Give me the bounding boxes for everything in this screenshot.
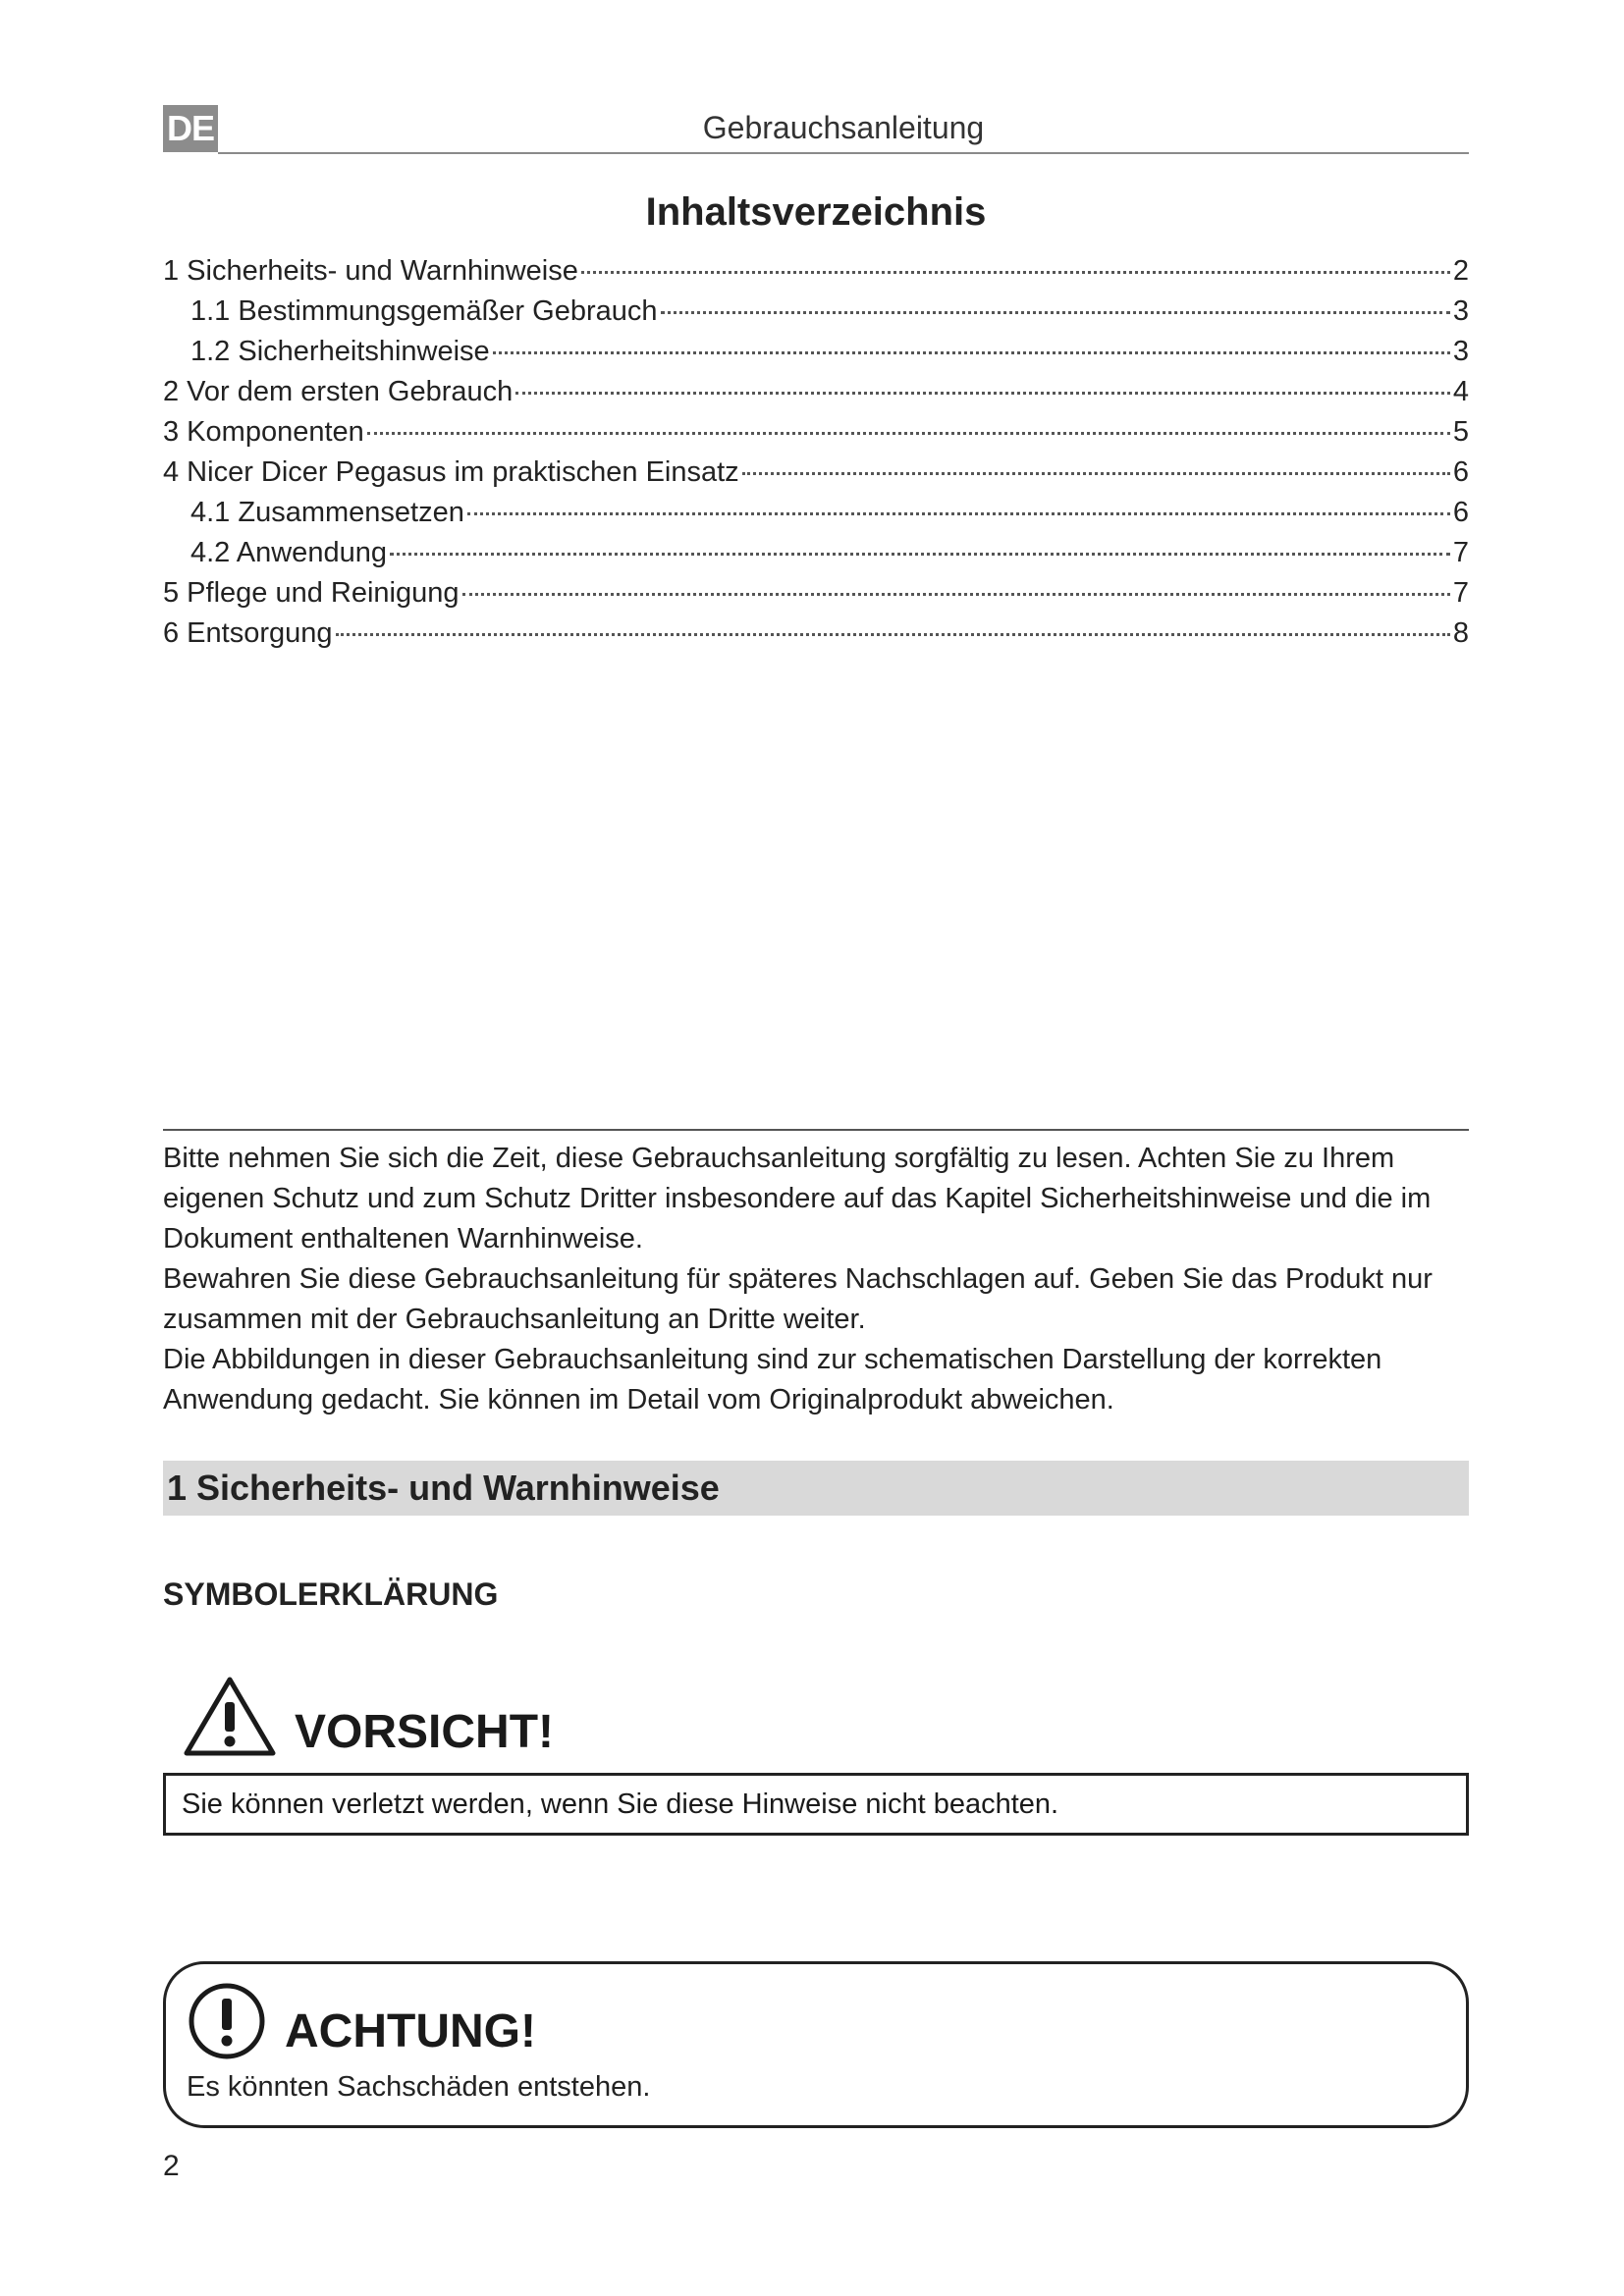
toc-entry-text: 1.1 Bestimmungsgemäßer Gebrauch — [190, 295, 658, 327]
toc-entry-page: 8 — [1452, 617, 1469, 649]
toc-entry[interactable] — [163, 456, 1469, 497]
toc-entry-page: 4 — [1452, 376, 1469, 407]
toc-entry-page: 6 — [1452, 497, 1469, 528]
toc-leader-dots — [336, 633, 1450, 636]
toc-entry-text: 3 Komponenten — [163, 416, 364, 448]
toc-entry-text: 4 Nicer Dicer Pegasus im praktischen Einsatz — [163, 456, 739, 488]
toc-entry-text: 4.1 Zusammensetzen — [190, 497, 464, 528]
intro-paragraph: Bitte nehmen Sie sich die Zeit, diese Gebrauchsanleitung sorgfältig zu lesen. Achten Sie zu Ihrem eigenen Schutz und zum Schutz Dritter insbesondere auf das Kapitel Sicherheitshinweise und die im Dokument enthaltenen Warnhinweise. — [163, 1143, 1432, 1255]
toc-entry[interactable] — [163, 295, 1469, 336]
page-number: 2 — [163, 2150, 180, 2182]
attention-heading — [187, 1981, 536, 2061]
toc-title: Inhaltsverzeichnis — [645, 190, 987, 234]
toc-entry[interactable] — [163, 497, 1469, 537]
toc-entry[interactable] — [163, 577, 1469, 617]
toc-entry-text: 4.2 Anwendung — [190, 537, 387, 568]
intro-paragraph: Die Abbildungen in dieser Gebrauchsanleitung sind zur schematischen Darstellung der korrekten Anwendung gedacht. Sie können im Detail vom Originalprodukt abweichen. — [163, 1344, 1382, 1415]
header-divider — [218, 152, 1469, 154]
toc-entry[interactable] — [163, 617, 1469, 658]
intro-divider — [163, 1129, 1469, 1131]
toc-entry-text: 1.2 Sicherheitshinweise — [190, 336, 490, 367]
symbol-explanation-heading: SYMBOLERKLÄRUNG — [163, 1576, 499, 1612]
toc-leader-dots — [467, 512, 1450, 515]
section-heading — [163, 1461, 1469, 1516]
caution-box — [163, 1773, 1469, 1836]
toc-leader-dots — [462, 593, 1450, 596]
toc-leader-dots — [390, 553, 1450, 556]
toc-entry[interactable] — [163, 255, 1469, 295]
caution-heading — [183, 1669, 554, 1759]
toc-leader-dots — [493, 351, 1450, 354]
toc-entry[interactable] — [163, 376, 1469, 416]
toc-leader-dots — [367, 432, 1450, 435]
language-badge: DE — [163, 105, 218, 152]
caution-text: Sie können verletzt werden, wenn Sie diese Hinweise nicht beachten. — [182, 1788, 1059, 1820]
toc-entry-text: 6 Entsorgung — [163, 617, 333, 649]
toc-entry[interactable] — [163, 416, 1469, 456]
attention-text: Es könnten Sachschäden entstehen. — [187, 2071, 651, 2103]
caution-label: VORSICHT! — [295, 1706, 554, 1758]
toc-leader-dots — [661, 311, 1450, 314]
exclamation-circle-icon — [187, 1981, 267, 2061]
toc-entry-page: 6 — [1452, 456, 1469, 488]
toc-entry-text: 5 Pflege und Reinigung — [163, 577, 460, 609]
attention-label: ACHTUNG! — [285, 2004, 536, 2057]
toc-leader-dots — [742, 472, 1450, 475]
toc-entry-page: 2 — [1452, 255, 1469, 287]
toc-entry-text: 1 Sicherheits- und Warnhinweise — [163, 255, 578, 287]
header-title: Gebrauchsanleitung — [702, 110, 985, 145]
toc-leader-dots — [581, 271, 1450, 274]
toc-entry-text: 2 Vor dem ersten Gebrauch — [163, 376, 514, 407]
toc-entry[interactable] — [163, 336, 1469, 376]
toc-leader-dots — [515, 392, 1450, 395]
table-of-contents — [163, 255, 1469, 658]
toc-entry-page: 5 — [1452, 416, 1469, 448]
warning-triangle-icon — [183, 1675, 277, 1759]
intro-text — [163, 1139, 1469, 1420]
intro-paragraph: Bewahren Sie diese Gebrauchsanleitung für späteres Nachschlagen auf. Geben Sie das Produkt nur zusammen mit der Gebrauchsanleitung an Dritte weiter. — [163, 1263, 1433, 1335]
toc-entry-page: 7 — [1452, 537, 1469, 568]
toc-entry-page: 3 — [1452, 336, 1469, 367]
toc-entry-page: 3 — [1452, 295, 1469, 327]
toc-entry-page: 7 — [1452, 577, 1469, 609]
toc-entry[interactable] — [163, 537, 1469, 577]
section-heading-text: 1 Sicherheits- und Warnhinweise — [167, 1468, 720, 1508]
